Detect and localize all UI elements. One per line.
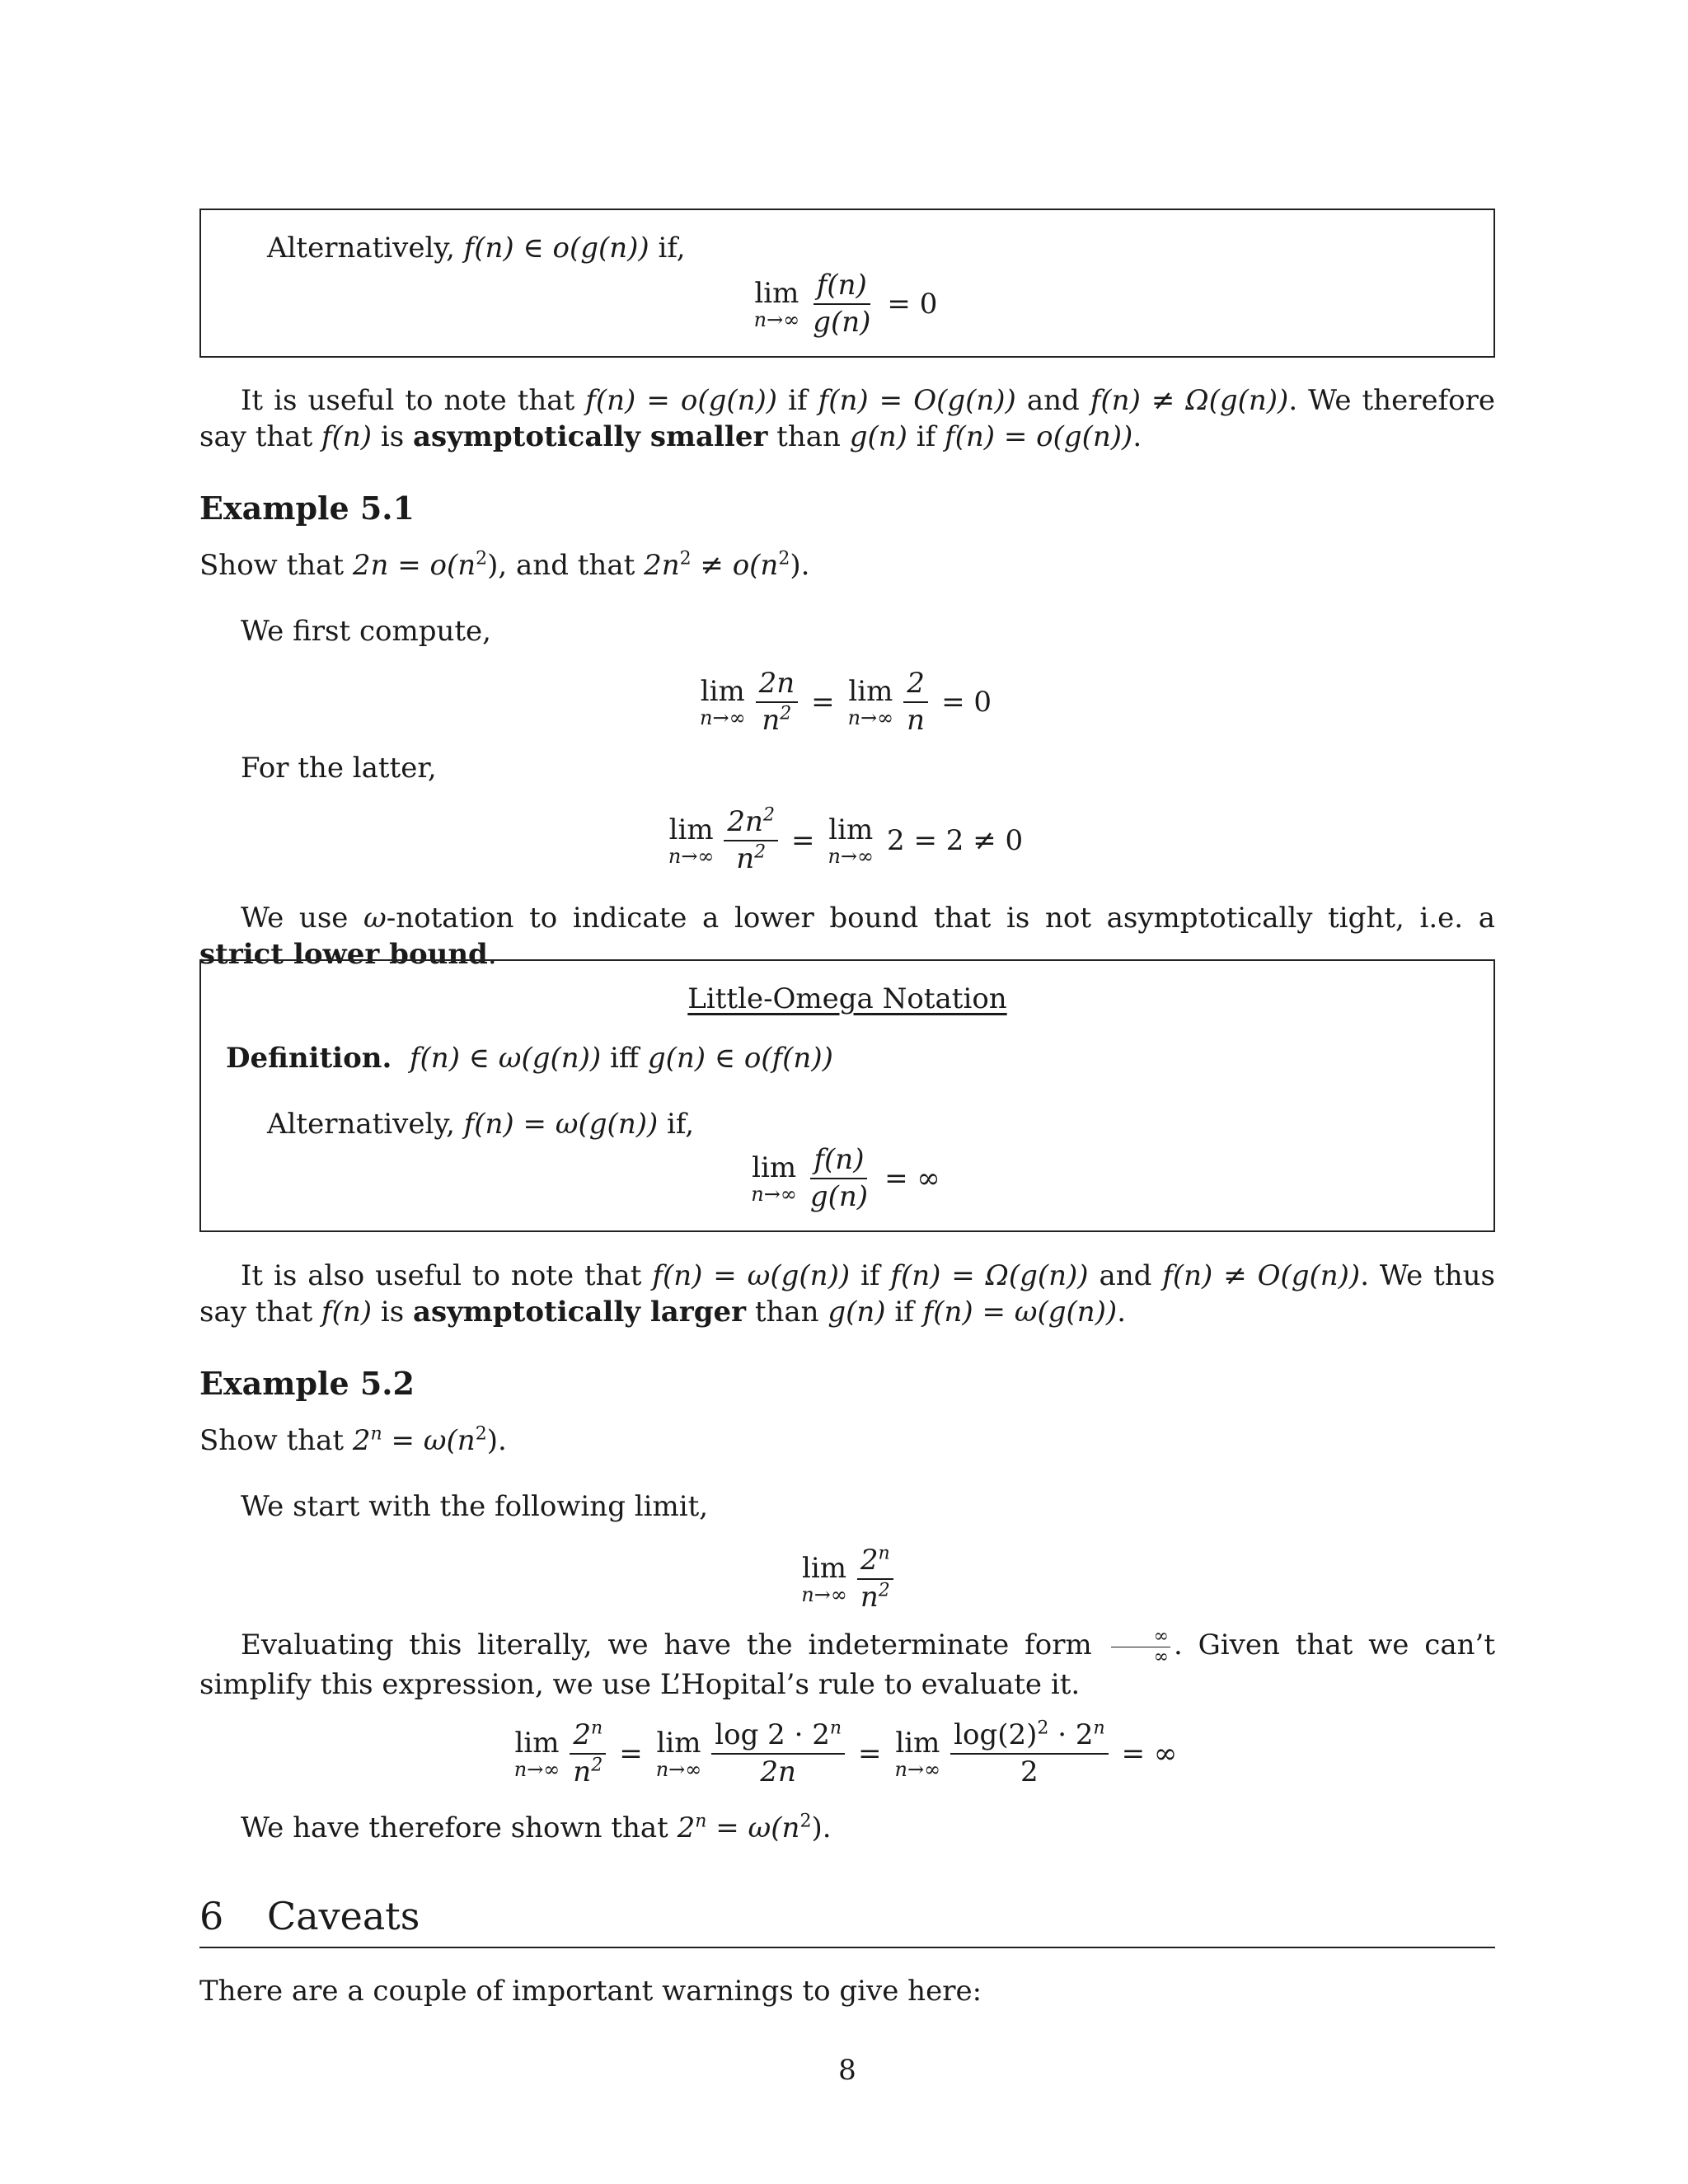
example-5-1-question: Show that $2n = o(n^2)$, and that $2n^2 \ne o(n^2)$.	[199, 548, 810, 582]
lhopital-paragraph: Evaluating this literally, we have the indeterminate form $\frac{\infty}{\infty}$ . Given that we can’t simplify this expression, we use L’Hopital’s rule to evaluate it.	[199, 1626, 1495, 1701]
omega-intro-paragraph: We use ω-notation to indicate a lower bound that is not asymptotically tight, i.e. a strict lower bound.	[199, 902, 1495, 972]
caveats-intro: There are a couple of important warnings to give here:	[199, 1975, 982, 2008]
page-number: 8	[838, 2054, 856, 2087]
example-5-2-heading: Example 5.2	[199, 1365, 415, 1402]
example-5-2-question: Show that $2^n = \omega(n^2)$.	[199, 1423, 507, 1457]
conclusion-line: We have therefore shown that $2^n = \omega(n^2)$.	[241, 1811, 832, 1844]
little-omega-note-paragraph: It is also useful to note that f(n) = ω(g(n)) if f(n) = Ω(g(n)) and f(n) ≠ O(g(n)). We thus say that f(n) is asymptotically larger than g(n) if f(n) = ω(g(n)).	[199, 1259, 1496, 1329]
section-6-heading: 6 Caveats	[199, 1892, 1495, 1948]
example-5-1-heading: Example 5.1	[199, 490, 415, 527]
for-the-latter-text: For the latter,	[241, 752, 437, 785]
box2-alt-line: Alternatively, f(n) = ω(g(n)) if,	[267, 1108, 695, 1141]
start-limit-text: We start with the following limit,	[241, 1490, 709, 1523]
definition-line: Definition. f(n) ∈ ω(g(n)) iff g(n) ∈ o(f(n))	[226, 1042, 833, 1075]
box1-alt-line: Alternatively, f(n) ∈ o(g(n)) if,	[267, 232, 686, 265]
example-5-2-limit: lim n→∞ $\frac{2^n}{n^2}$	[199, 1544, 1495, 1614]
box1-limit-equation: lim n→∞ $\frac{f(n)}{g(n)}$ = 0	[753, 269, 938, 340]
little-omega-box	[199, 959, 1495, 1232]
example-5-1-equation-1: lim n→∞ $\frac{2n}{n^2}$ = lim n→∞ $\frac{2}{n}$ = 0	[700, 667, 992, 738]
example-5-1-equation-2: lim n→∞ $\frac{2n^2}{n^2}$ = lim n→∞ 2 = 2 ≠ 0	[668, 804, 1024, 876]
document-page	[199, 0, 1495, 2184]
box2-limit-equation: lim n→∞ $\frac{f(n)}{g(n)}$ = ∞	[751, 1143, 940, 1214]
little-o-alt-box	[199, 209, 1495, 358]
first-compute-text: We first compute,	[241, 615, 491, 648]
example-5-2-lhopital-equation: lim n→∞ $\frac{2^n}{n^2}$ = lim n→∞ $\frac{\log 2 \cdot 2^n}{2n}$ = lim n→∞ $\frac{\log(2)^2 \cdot 2^n}{2}$ = ∞	[513, 1718, 1178, 1789]
box-title: Little-Omega Notation	[687, 982, 1007, 1015]
little-o-note-paragraph: It is useful to note that f(n) = o(g(n)) if f(n) = O(g(n)) and f(n) ≠ Ω(g(n)). We therefore say that f(n) is asymptotically smaller than g(n) if f(n) = o(g(n)).	[199, 384, 1495, 454]
